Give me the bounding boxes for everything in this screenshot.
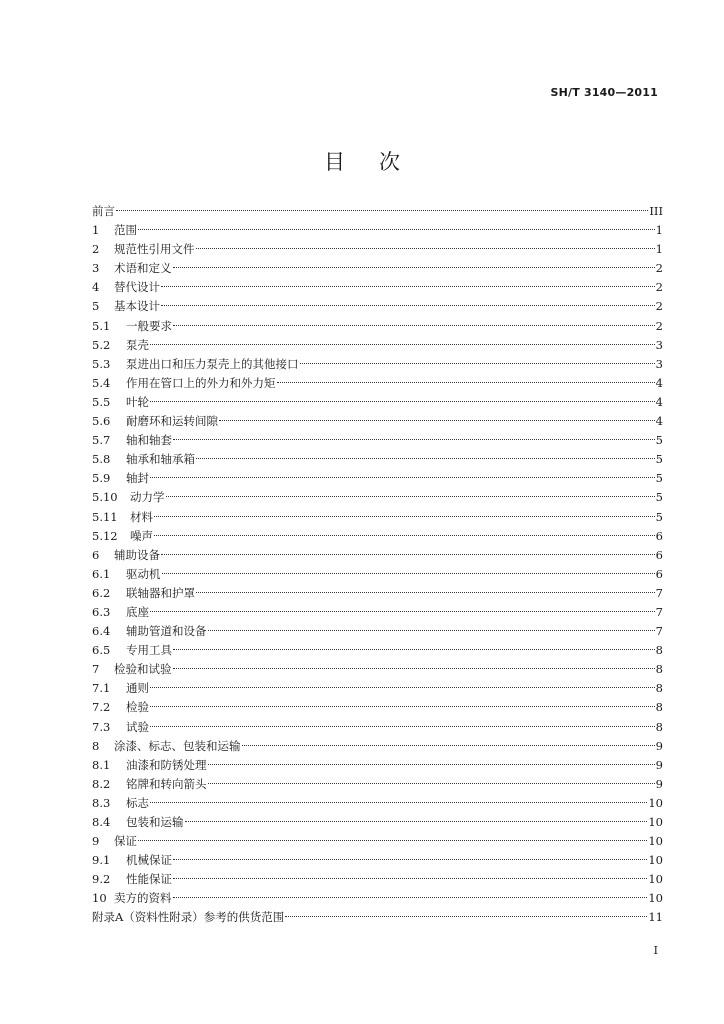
toc-entry [92,355,663,374]
toc-entry-page: 2 [655,299,663,314]
toc-entry-number: 5.3 [92,356,111,371]
toc-entry-page: 4 [655,414,663,429]
toc-entry-page: 7 [655,624,663,639]
toc-entry-number: 4 [92,280,100,295]
toc-entry-number: 6 [92,547,100,562]
toc-leader-dots [173,877,647,879]
toc-entry-page: 8 [655,681,663,696]
toc-leader-dots [173,858,647,860]
toc-entry [92,450,663,469]
toc-entry-title: 试验 [126,719,149,734]
toc-entry-number: 6.4 [92,624,111,639]
toc-entry-page: 9 [655,776,663,791]
toc-entry-title: 动力学 [130,490,165,505]
toc-leader-dots [116,209,648,211]
toc-leader-dots [150,343,655,345]
toc-entry [92,813,663,832]
toc-entry-page: 10 [648,795,663,810]
toc-entry-page: 3 [655,337,663,352]
document-code: SH/T 3140—2011 [550,86,658,99]
page-title: 目次 [324,150,434,174]
toc-entry [92,412,663,431]
toc-entry-page: 6 [655,528,663,543]
toc-entry [92,794,663,813]
toc-entry-title: 底座 [126,604,149,619]
toc-entry [92,679,663,698]
toc-leader-dots [173,266,655,268]
toc-entry [92,297,663,316]
toc-entry [92,832,663,851]
toc-entry [92,374,663,393]
toc-leader-dots [196,247,655,249]
toc-entry-title: 噪声 [130,528,153,543]
toc-entry [92,336,663,355]
toc-entry [92,546,663,565]
toc-entry-number: 5.6 [92,414,111,429]
toc-entry-page: III [649,204,663,218]
toc-entry-page: 1 [655,242,663,257]
toc-entry-page: 8 [655,700,663,715]
toc-entry-number: 5.4 [92,375,111,390]
toc-entry-number: 5 [92,299,100,314]
toc-leader-dots [150,476,655,478]
toc-entry-page: 9 [655,757,663,772]
toc-entry [92,259,663,278]
toc-entry-title: 轴和轴套 [126,433,172,448]
toc-entry [92,870,663,889]
toc-entry-number: 9.2 [92,872,111,887]
toc-leader-dots [196,457,655,459]
toc-leader-dots [219,419,655,421]
toc-entry-title: 叶轮 [126,394,149,409]
toc-entry-page: 8 [655,643,663,658]
toc-entry-page: 8 [655,719,663,734]
toc-entry-page: 5 [655,433,663,448]
toc-entry-number: 5.12 [92,528,118,543]
toc-entry [92,221,663,240]
toc-entry-page: 2 [655,280,663,295]
toc-entry-number: 10 [92,891,107,906]
toc-entry [92,756,663,775]
toc-entry-title: 泵进出口和压力泵壳上的其他接口 [126,356,299,371]
toc-entry-title: 包装和运输 [126,815,184,829]
toc-leader-dots [150,705,655,707]
toc-entry-number: 5.10 [92,490,118,505]
toc-entry-page: 5 [655,509,663,524]
toc-entry-page: 10 [648,872,663,887]
toc-entry-number: 5.5 [92,394,111,409]
toc-entry-page: 10 [648,853,663,868]
toc-entry-number: 6.1 [92,566,111,581]
toc-entry-page: 3 [655,356,663,371]
toc-entry-number: 3 [92,261,100,276]
toc-entry-number: 5.1 [92,318,111,333]
toc-entry-number: 8.2 [92,776,111,791]
toc-leader-dots [150,725,655,727]
toc-leader-dots [242,744,655,746]
toc-leader-dots [173,896,648,898]
toc-entry-title: 检验 [126,700,149,715]
toc-entry-number: 5.7 [92,433,111,448]
toc-entry-page: 10 [648,834,663,849]
toc-entry [92,737,663,756]
toc-entry-page: 5 [655,452,663,467]
toc-leader-dots [150,610,655,612]
toc-leader-dots [161,553,655,555]
toc-entry-number: 8.4 [92,815,111,829]
toc-entry-number: 7.2 [92,700,111,715]
toc-leader-dots [154,534,655,536]
toc-entry [92,718,663,737]
toc-entry-page: 7 [655,604,663,619]
toc-entry [92,775,663,794]
toc-entry [92,393,663,412]
toc-leader-dots [150,400,655,402]
toc-leader-dots [196,591,655,593]
toc-leader-dots [185,820,648,822]
toc-entry-title: 驱动机 [126,566,161,581]
toc-entry-number: 6.2 [92,585,111,600]
toc-leader-dots [161,304,655,306]
toc-entry [92,317,663,336]
toc-entry-number: 6.5 [92,643,111,658]
toc-entry-page: 5 [655,490,663,505]
toc-entry-number: 8.3 [92,795,111,810]
toc-entry [92,431,663,450]
toc-leader-dots [173,667,655,669]
toc-entry-number: 1 [92,223,100,238]
toc-leader-dots [208,763,655,765]
toc-entry-title: 轴承和轴承箱 [126,452,195,467]
toc-entry-title: 卖方的资料 [114,891,172,906]
toc-entry [92,565,663,584]
toc-entry [92,698,663,717]
toc-leader-dots [150,686,655,688]
toc-entry-title: 辅助管道和设备 [126,624,207,639]
toc-entry-title: 标志 [126,795,149,810]
toc-entry [92,488,663,507]
toc-entry-title: 一般要求 [126,318,172,333]
toc-entry [92,469,663,488]
toc-entry [92,908,663,927]
toc-entry-number: 9 [92,834,100,849]
toc-leader-dots [277,381,655,383]
toc-entry [92,622,663,641]
toc-entry-title: 作用在管口上的外力和外力矩 [126,375,276,390]
toc-entry [92,508,663,527]
toc-entry-number: 9.1 [92,853,111,868]
toc-entry [92,660,663,679]
toc-entry [92,278,663,297]
toc-entry [92,240,663,259]
toc-entry-title: 耐磨环和运转间隙 [126,414,218,429]
toc-leader-dots [173,648,655,650]
toc-entry-number: 5.8 [92,452,111,467]
table-of-contents [92,202,663,928]
toc-entry-number: 5.11 [92,509,118,524]
toc-entry [92,584,663,603]
toc-entry-number: 5.2 [92,337,111,352]
toc-entry-title: 范围 [114,223,137,238]
toc-entry-page: 1 [655,223,663,238]
toc-entry-title: 性能保证 [126,872,172,887]
toc-entry-title: 机械保证 [126,853,172,868]
toc-entry-title: 附录A（资料性附录）参考的供货范围 [92,910,285,925]
toc-entry-page: 4 [655,375,663,390]
toc-entry-page: 2 [655,261,663,276]
toc-leader-dots [285,915,647,917]
toc-leader-dots [138,839,647,841]
toc-leader-dots [138,228,655,230]
toc-entry-title: 通则 [126,681,149,696]
toc-entry-title: 涂漆、标志、包装和运输 [114,738,241,753]
toc-entry-page: 8 [655,662,663,677]
toc-leader-dots [154,515,655,517]
toc-entry [92,641,663,660]
toc-entry-title: 保证 [114,834,137,849]
toc-entry-number: 7.3 [92,719,111,734]
toc-entry-title: 基本设计 [114,299,160,314]
toc-entry-page: 5 [655,471,663,486]
toc-entry-title: 检验和试验 [114,662,172,677]
toc-entry-title: 轴封 [126,471,149,486]
toc-entry-number: 2 [92,242,100,257]
toc-leader-dots [162,572,655,574]
toc-entry-page: 10 [648,815,663,829]
toc-leader-dots [300,362,655,364]
toc-entry-page: 11 [648,910,663,925]
toc-entry-title: 规范性引用文件 [114,242,195,257]
toc-entry-title: 前言 [92,204,115,218]
toc-entry-page: 6 [655,566,663,581]
toc-entry-page: 6 [655,547,663,562]
toc-entry-number: 5.9 [92,471,111,486]
toc-leader-dots [173,324,655,326]
toc-entry-title: 专用工具 [126,643,172,658]
toc-entry-number: 7 [92,662,100,677]
toc-entry-page: 7 [655,585,663,600]
toc-leader-dots [166,495,655,497]
toc-leader-dots [208,629,655,631]
toc-entry-title: 泵壳 [126,337,149,352]
toc-entry-number: 8 [92,738,100,753]
toc-entry-title: 铭牌和转向箭头 [126,776,207,791]
toc-entry [92,202,663,221]
toc-entry-title: 联轴器和护罩 [126,585,195,600]
toc-leader-dots [161,285,655,287]
toc-entry [92,603,663,622]
toc-entry-title: 辅助设备 [114,547,160,562]
toc-entry [92,527,663,546]
toc-entry [92,851,663,870]
toc-entry-page: 2 [655,318,663,333]
toc-entry [92,889,663,908]
page-number: I [653,944,658,957]
toc-entry-number: 6.3 [92,604,111,619]
toc-entry-page: 9 [655,738,663,753]
toc-entry-title: 材料 [130,509,153,524]
toc-entry-title: 油漆和防锈处理 [126,757,207,772]
toc-entry-page: 10 [648,891,663,906]
toc-entry-number: 7.1 [92,681,111,696]
toc-entry-title: 术语和定义 [114,261,172,276]
toc-entry-title: 替代设计 [114,280,160,295]
toc-leader-dots [208,782,655,784]
toc-entry-number: 8.1 [92,757,111,772]
toc-leader-dots [173,438,655,440]
toc-entry-page: 4 [655,394,663,409]
toc-leader-dots [150,801,647,803]
